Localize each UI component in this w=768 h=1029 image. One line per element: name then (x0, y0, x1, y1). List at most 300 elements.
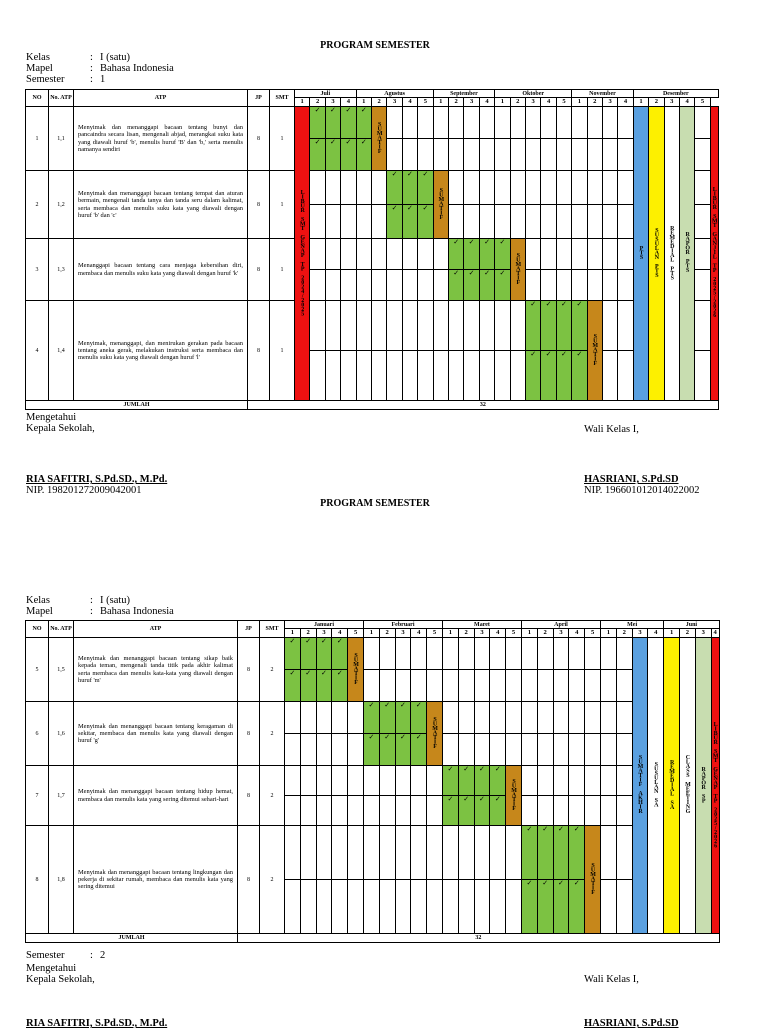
empty-cell (490, 670, 506, 702)
empty-cell (602, 205, 617, 239)
empty-cell (387, 270, 402, 301)
empty-cell (442, 880, 458, 934)
sumatif-cell (348, 638, 364, 702)
empty-cell (372, 205, 387, 239)
empty-cell (316, 702, 332, 734)
week-number: 1 (572, 98, 587, 107)
table-row (26, 107, 719, 139)
check-mark: ✓ (321, 669, 327, 677)
schedule-cell (442, 796, 458, 826)
row-number: 4 (26, 301, 49, 401)
week-number: 4 (618, 98, 633, 107)
empty-cell (495, 139, 510, 171)
empty-cell (387, 107, 402, 139)
row-number: 8 (26, 826, 49, 934)
header-smt: SMT (270, 90, 295, 107)
table-row (26, 638, 720, 670)
smt-value: 2 (260, 826, 285, 934)
empty-cell (325, 270, 340, 301)
empty-cell (541, 270, 556, 301)
check-mark: ✓ (368, 733, 375, 741)
empty-cell (458, 734, 474, 766)
empty-cell (325, 301, 340, 351)
empty-cell (348, 796, 364, 826)
empty-cell (510, 301, 525, 351)
check-mark: ✓ (573, 825, 580, 833)
week-number: 5 (585, 629, 601, 638)
week-number: 1 (356, 98, 371, 107)
empty-cell (569, 796, 585, 826)
schedule-cell (526, 351, 541, 401)
empty-cell (569, 766, 585, 796)
empty-cell (553, 796, 569, 826)
atp-number: 1,4 (49, 301, 74, 401)
teacher-signature: HASRIANI, S.Pd.SD (584, 1018, 679, 1029)
empty-cell (363, 670, 379, 702)
susulan-sa-column-label: SUSULAN SA (653, 762, 660, 807)
smt-value: 2 (260, 638, 285, 702)
check-mark: ✓ (400, 733, 406, 741)
week-number: 4 (411, 629, 427, 638)
week-number: 2 (379, 629, 395, 638)
schedule-cell (341, 107, 356, 139)
sumatif-cell (506, 766, 522, 826)
total-label: JUMLAH (26, 934, 238, 943)
total-value: 32 (248, 401, 719, 410)
empty-cell (310, 301, 325, 351)
empty-cell (310, 205, 325, 239)
empty-cell (556, 139, 571, 171)
week-number: 1 (433, 98, 448, 107)
week-number: 4 (490, 629, 506, 638)
empty-cell (541, 171, 556, 205)
week-number: 3 (464, 98, 479, 107)
check-mark: ✓ (479, 765, 485, 773)
atp-description: Menyimak dan menanggapi bacaan tentang bunyi dan pancaindra secara lisan, mengenali abjad, merangkai suku kata yang diawali huruf 'b', menulis huruf 'B' dan 'b,' serta menulis namanya sendiri (74, 107, 248, 171)
empty-cell (495, 171, 510, 205)
week-number: 4 (402, 98, 417, 107)
empty-cell (495, 205, 510, 239)
empty-cell (602, 270, 617, 301)
empty-cell (474, 826, 490, 880)
week-number: 5 (556, 98, 571, 107)
rapor-pts-column-label: RAPOR PTS (684, 232, 691, 273)
empty-cell (379, 670, 395, 702)
empty-cell (418, 107, 433, 139)
atp-description: Menyimak dan menanggapi bacaan tentang hidup hemat, membaca dan menulis kata yang sering ditemui sehari-hari (74, 766, 238, 826)
schedule-cell (325, 139, 340, 171)
schedule-cell (402, 205, 417, 239)
rapor-pts-column (679, 107, 694, 401)
empty-cell (521, 734, 537, 766)
week-number: 4 (332, 629, 348, 638)
week-number: 3 (632, 629, 648, 638)
empty-cell (601, 826, 617, 880)
empty-cell (442, 702, 458, 734)
empty-cell (537, 638, 553, 670)
week-number: 4 (679, 98, 694, 107)
empty-cell (490, 702, 506, 734)
schedule-cell (387, 205, 402, 239)
month-header: November (572, 90, 634, 98)
empty-cell (332, 826, 348, 880)
check-mark: ✓ (447, 795, 454, 803)
empty-cell (602, 139, 617, 171)
empty-cell (695, 351, 710, 401)
remedial-pts-column-label: REMEDIAL PTS (669, 225, 676, 280)
check-mark: ✓ (407, 204, 413, 212)
empty-cell (506, 670, 522, 702)
check-mark: ✓ (463, 765, 470, 773)
check-mark: ✓ (321, 637, 327, 645)
empty-cell (402, 239, 417, 270)
holiday-column-label: LIBUR SMT GENAP TP 2024/2025 (299, 189, 306, 316)
empty-cell (449, 171, 464, 205)
sumatif-label: SUMATIF (353, 652, 360, 685)
holiday-column (711, 638, 719, 934)
empty-cell (510, 205, 525, 239)
smt-value: 1 (270, 171, 295, 239)
empty-cell (372, 351, 387, 401)
schedule-cell (537, 826, 553, 880)
check-mark: ✓ (384, 733, 391, 741)
schedule-cell (316, 638, 332, 670)
empty-cell (602, 239, 617, 270)
empty-cell (372, 301, 387, 351)
schedule-cell (537, 880, 553, 934)
schedule-cell (553, 826, 569, 880)
empty-cell (433, 107, 448, 139)
atp-description: Menyimak dan menanggapi bacaan tentang lingkungan dan pekerja di sekitar rumah, membaca dan menulis kata yang sering ditemui (74, 826, 238, 934)
total-row (26, 401, 719, 410)
week-number: 2 (537, 629, 553, 638)
empty-cell (449, 107, 464, 139)
check-mark: ✓ (447, 765, 454, 773)
check-mark: ✓ (330, 106, 336, 114)
empty-cell (449, 139, 464, 171)
check-mark: ✓ (479, 795, 485, 803)
empty-cell (526, 171, 541, 205)
schedule-cell (495, 239, 510, 270)
empty-cell (506, 880, 522, 934)
empty-cell (537, 796, 553, 826)
empty-cell (363, 826, 379, 880)
empty-cell (616, 702, 632, 734)
empty-cell (479, 301, 494, 351)
schedule-cell (332, 638, 348, 670)
check-mark: ✓ (499, 269, 506, 277)
week-number: 3 (526, 98, 541, 107)
atp-description: Menyimak dan menanggapi bacaan tentang tempat dan aturan bermain, mengenali tanda tanya dan tanda seru dalam kalimat, serta membaca dan menulis suku kata yang diawali dengan huruf 'b' dan 'c' (74, 171, 248, 239)
empty-cell (601, 880, 617, 934)
schedule-cell (541, 351, 556, 401)
check-mark: ✓ (573, 879, 580, 887)
empty-cell (285, 734, 301, 766)
empty-cell (300, 766, 316, 796)
empty-cell (325, 171, 340, 205)
month-header: Juli (295, 90, 357, 98)
empty-cell (433, 239, 448, 270)
schedule-cell (553, 880, 569, 934)
empty-cell (402, 139, 417, 171)
check-mark: ✓ (526, 879, 533, 887)
empty-cell (553, 638, 569, 670)
empty-cell (379, 880, 395, 934)
week-number: 1 (363, 629, 379, 638)
empty-cell (449, 351, 464, 401)
empty-cell (325, 351, 340, 401)
empty-cell (601, 638, 617, 670)
empty-cell (556, 205, 571, 239)
row-number: 3 (26, 239, 49, 301)
empty-cell (541, 139, 556, 171)
empty-cell (602, 171, 617, 205)
empty-cell (541, 239, 556, 270)
empty-cell (332, 766, 348, 796)
check-mark: ✓ (558, 825, 564, 833)
check-mark: ✓ (360, 138, 367, 146)
homeroom-label: Wali Kelas I, (584, 974, 639, 985)
sumatif-label: SUMATIF (592, 333, 599, 366)
empty-cell (464, 139, 479, 171)
empty-cell (372, 270, 387, 301)
semester-label: Semester : 2 (26, 950, 106, 961)
check-mark: ✓ (336, 669, 343, 677)
atp-number: 1,2 (49, 171, 74, 239)
empty-cell (510, 139, 525, 171)
empty-cell (411, 638, 427, 670)
empty-cell (572, 171, 587, 205)
header-no-atp: No. ATP (49, 621, 74, 638)
empty-cell (506, 826, 522, 880)
check-mark: ✓ (289, 669, 296, 677)
empty-cell (537, 670, 553, 702)
empty-cell (363, 880, 379, 934)
empty-cell (316, 880, 332, 934)
check-mark: ✓ (384, 701, 391, 709)
empty-cell (395, 670, 411, 702)
week-number: 1 (664, 629, 680, 638)
remedial-pts-column (664, 107, 679, 401)
empty-cell (356, 351, 371, 401)
check-mark: ✓ (314, 106, 321, 114)
empty-cell (395, 796, 411, 826)
empty-cell (411, 766, 427, 796)
month-header: Januari (285, 621, 364, 629)
empty-cell (601, 670, 617, 702)
schedule-cell (490, 796, 506, 826)
schedule-cell (310, 107, 325, 139)
empty-cell (464, 301, 479, 351)
empty-cell (341, 301, 356, 351)
table-row (26, 171, 719, 205)
empty-cell (479, 107, 494, 139)
empty-cell (526, 139, 541, 171)
pts-column-label: PTS (638, 245, 645, 260)
atp-description: Menyimak, menanggapi, dan menirukan gerakan pada bacaan tentang aneka gerak, melakukan instruksi serta membaca dan menulis suku kata yang diawali dengan huruf 'l' (74, 301, 248, 401)
empty-cell (537, 702, 553, 734)
schedule-cell (521, 826, 537, 880)
schedule-cell (418, 171, 433, 205)
empty-cell (310, 270, 325, 301)
empty-cell (510, 171, 525, 205)
empty-cell (464, 205, 479, 239)
sumatif-label: SUMATIF (432, 716, 439, 749)
empty-cell (427, 880, 443, 934)
empty-cell (616, 880, 632, 934)
empty-cell (427, 826, 443, 880)
check-mark: ✓ (576, 300, 583, 308)
empty-cell (341, 239, 356, 270)
empty-cell (616, 796, 632, 826)
empty-cell (587, 139, 602, 171)
schedule-cell (556, 301, 571, 351)
empty-cell (495, 351, 510, 401)
empty-cell (395, 880, 411, 934)
check-mark: ✓ (305, 669, 312, 677)
schedule-cell (325, 107, 340, 139)
empty-cell (521, 796, 537, 826)
schedule-cell (526, 301, 541, 351)
empty-cell (418, 239, 433, 270)
empty-cell (341, 205, 356, 239)
week-number: 4 (711, 629, 719, 638)
empty-cell (553, 734, 569, 766)
empty-cell (616, 766, 632, 796)
schedule-cell (479, 239, 494, 270)
empty-cell (490, 826, 506, 880)
empty-cell (601, 702, 617, 734)
schedule-cell (474, 796, 490, 826)
empty-cell (521, 638, 537, 670)
empty-cell (464, 107, 479, 139)
row-number: 1 (26, 107, 49, 171)
empty-cell (285, 826, 301, 880)
sumatif-label: SUMATIF (511, 778, 518, 811)
empty-cell (556, 107, 571, 139)
week-number: 3 (602, 98, 617, 107)
empty-cell (442, 826, 458, 880)
month-header: Oktober (495, 90, 572, 98)
week-number: 3 (474, 629, 490, 638)
week-number: 5 (418, 98, 433, 107)
total-value: 32 (238, 934, 720, 943)
schedule-cell (474, 766, 490, 796)
teacher-signature: HASRIANI, S.Pd.SD NIP. 196601012014022002 (584, 474, 700, 496)
empty-cell (521, 702, 537, 734)
empty-cell (618, 171, 633, 205)
empty-cell (479, 351, 494, 401)
empty-cell (356, 301, 371, 351)
empty-cell (458, 702, 474, 734)
check-mark: ✓ (484, 238, 490, 246)
week-number: 3 (395, 629, 411, 638)
row-number: 7 (26, 766, 49, 826)
schedule-cell (449, 239, 464, 270)
week-number: 3 (316, 629, 332, 638)
check-mark: ✓ (561, 350, 567, 358)
empty-cell (300, 826, 316, 880)
empty-cell (427, 766, 443, 796)
empty-cell (602, 351, 617, 401)
check-mark: ✓ (314, 138, 321, 146)
check-mark: ✓ (545, 300, 552, 308)
empty-cell (474, 880, 490, 934)
empty-cell (458, 638, 474, 670)
check-mark: ✓ (558, 879, 564, 887)
empty-cell (618, 351, 633, 401)
empty-cell (474, 702, 490, 734)
check-mark: ✓ (400, 701, 406, 709)
schedule-cell (332, 670, 348, 702)
month-header: Maret (442, 621, 521, 629)
empty-cell (427, 670, 443, 702)
total-label: JUMLAH (26, 401, 248, 410)
empty-cell (387, 351, 402, 401)
schedule-cell (556, 351, 571, 401)
week-number: 1 (521, 629, 537, 638)
empty-cell (442, 734, 458, 766)
schedule-cell (395, 734, 411, 766)
check-mark: ✓ (336, 637, 343, 645)
table-row (26, 702, 720, 734)
sumatif-label: SUMATIF (590, 862, 597, 895)
jp-value: 8 (238, 766, 260, 826)
empty-cell (402, 270, 417, 301)
empty-cell (695, 171, 710, 205)
week-number: 3 (553, 629, 569, 638)
empty-cell (572, 107, 587, 139)
empty-cell (618, 107, 633, 139)
empty-cell (506, 702, 522, 734)
empty-cell (356, 270, 371, 301)
atp-description: Menyimak dan menanggapi bacaan tentang keragaman di sekitar, membaca dan menulis kata yang diawali dengan huruf 'g' (74, 702, 238, 766)
atp-number: 1,1 (49, 107, 74, 171)
month-header: September (433, 90, 495, 98)
check-mark: ✓ (561, 300, 567, 308)
empty-cell (285, 702, 301, 734)
month-header: Mei (601, 621, 664, 629)
smt-value: 1 (270, 239, 295, 301)
susulan-pts-column (649, 107, 664, 401)
principal-signature: RIA SAFITRI, S.Pd.SD., M.Pd. (26, 1018, 168, 1029)
schedule-cell (569, 826, 585, 880)
remedial-sa-column (664, 638, 680, 934)
empty-cell (325, 239, 340, 270)
schedule-cell (387, 171, 402, 205)
empty-cell (356, 205, 371, 239)
info-block: Kelas : I (satu) Mapel : Bahasa Indonesia (26, 595, 174, 617)
week-number: 2 (300, 629, 316, 638)
empty-cell (474, 638, 490, 670)
empty-cell (695, 270, 710, 301)
check-mark: ✓ (526, 825, 533, 833)
sumatif-label: SUMATIF (438, 187, 445, 220)
schedule-cell (363, 702, 379, 734)
week-number: 4 (648, 629, 664, 638)
empty-cell (458, 880, 474, 934)
susulan-sa-column (648, 638, 664, 934)
sumatif-cell (433, 171, 448, 239)
sumatif-cell (587, 301, 602, 401)
empty-cell (601, 796, 617, 826)
month-header: Agustus (356, 90, 433, 98)
empty-cell (285, 796, 301, 826)
empty-cell (695, 205, 710, 239)
schedule-cell (572, 351, 587, 401)
table-row (26, 826, 720, 880)
empty-cell (300, 702, 316, 734)
